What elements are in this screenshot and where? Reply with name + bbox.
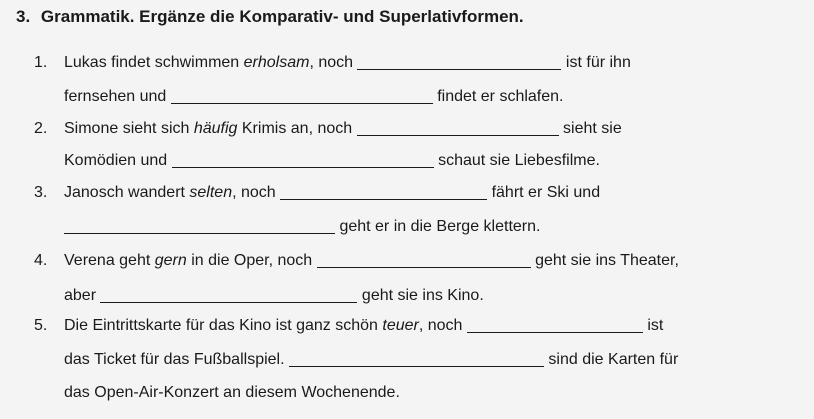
item-number: 1. — [34, 54, 48, 71]
text-segment: schaut sie Liebesfilme. — [433, 152, 600, 169]
given-adjective: selten — [189, 184, 233, 201]
item-number: 2. — [34, 120, 48, 137]
exercise-title: Grammatik. Ergänze die Komparativ- und Superlativformen. — [40, 7, 524, 26]
text-segment: geht sie ins Kino. — [357, 287, 484, 304]
text-segment: Krimis an, noch — [237, 120, 357, 137]
answer-blank[interactable] — [357, 51, 561, 70]
text-segment: ist — [642, 317, 664, 334]
text-segment: fernsehen und — [64, 88, 171, 105]
sentence-text — [64, 344, 678, 376]
text-segment: , noch — [232, 184, 281, 201]
item-number: 3. — [34, 184, 48, 201]
text-segment: , noch — [418, 317, 467, 334]
sentence-text — [64, 377, 400, 409]
item-number: 4. — [34, 252, 48, 269]
answer-blank[interactable] — [172, 149, 434, 168]
text-segment: Simone sieht sich — [64, 120, 194, 137]
sentence-text — [64, 310, 663, 342]
answer-blank[interactable] — [100, 284, 357, 303]
text-segment: findet er schlafen. — [432, 88, 564, 105]
answer-blank[interactable] — [467, 314, 643, 333]
exercise-number: 3. — [16, 7, 31, 26]
sentence-text — [64, 177, 600, 209]
text-segment: geht sie ins Theater, — [530, 252, 679, 269]
text-segment: fährt er Ski und — [487, 184, 601, 201]
given-adjective: erholsam — [243, 54, 310, 71]
sentence-text — [64, 211, 540, 243]
answer-blank[interactable] — [171, 85, 433, 104]
text-segment: Komödien und — [64, 152, 172, 169]
text-segment: ist für ihn — [561, 54, 631, 71]
text-segment: sind die Karten für — [543, 351, 679, 368]
given-adjective: häufig — [193, 120, 238, 137]
answer-blank[interactable] — [280, 181, 487, 200]
text-segment: Die Eintrittskarte für das Kino ist ganz schön — [64, 317, 383, 334]
answer-blank[interactable] — [357, 117, 559, 136]
text-segment: sieht sie — [558, 120, 622, 137]
answer-blank[interactable] — [64, 215, 335, 234]
text-segment: geht er in die Berge klettern. — [335, 218, 541, 235]
text-segment: das Open-Air-Konzert an diesem Wochenende. — [64, 384, 400, 401]
item-number: 5. — [34, 317, 48, 334]
sentence-text — [64, 245, 679, 277]
text-segment: Verena geht — [64, 252, 155, 269]
text-segment: Lukas findet schwimmen — [64, 54, 244, 71]
sentence-text — [64, 47, 631, 79]
text-segment: , noch — [309, 54, 358, 71]
sentence-text — [64, 113, 622, 145]
sentence-text — [64, 280, 484, 312]
answer-blank[interactable] — [289, 348, 544, 367]
sentence-text — [64, 145, 600, 177]
given-adjective: teuer — [382, 317, 419, 334]
exercise-heading — [16, 4, 524, 30]
text-segment: Janosch wandert — [64, 184, 190, 201]
answer-blank[interactable] — [317, 249, 531, 268]
text-segment: das Ticket für das Fußballspiel. — [64, 351, 289, 368]
text-segment: in die Oper, noch — [186, 252, 317, 269]
sentence-text — [64, 81, 564, 113]
given-adjective: gern — [154, 252, 187, 269]
text-segment: aber — [64, 287, 101, 304]
